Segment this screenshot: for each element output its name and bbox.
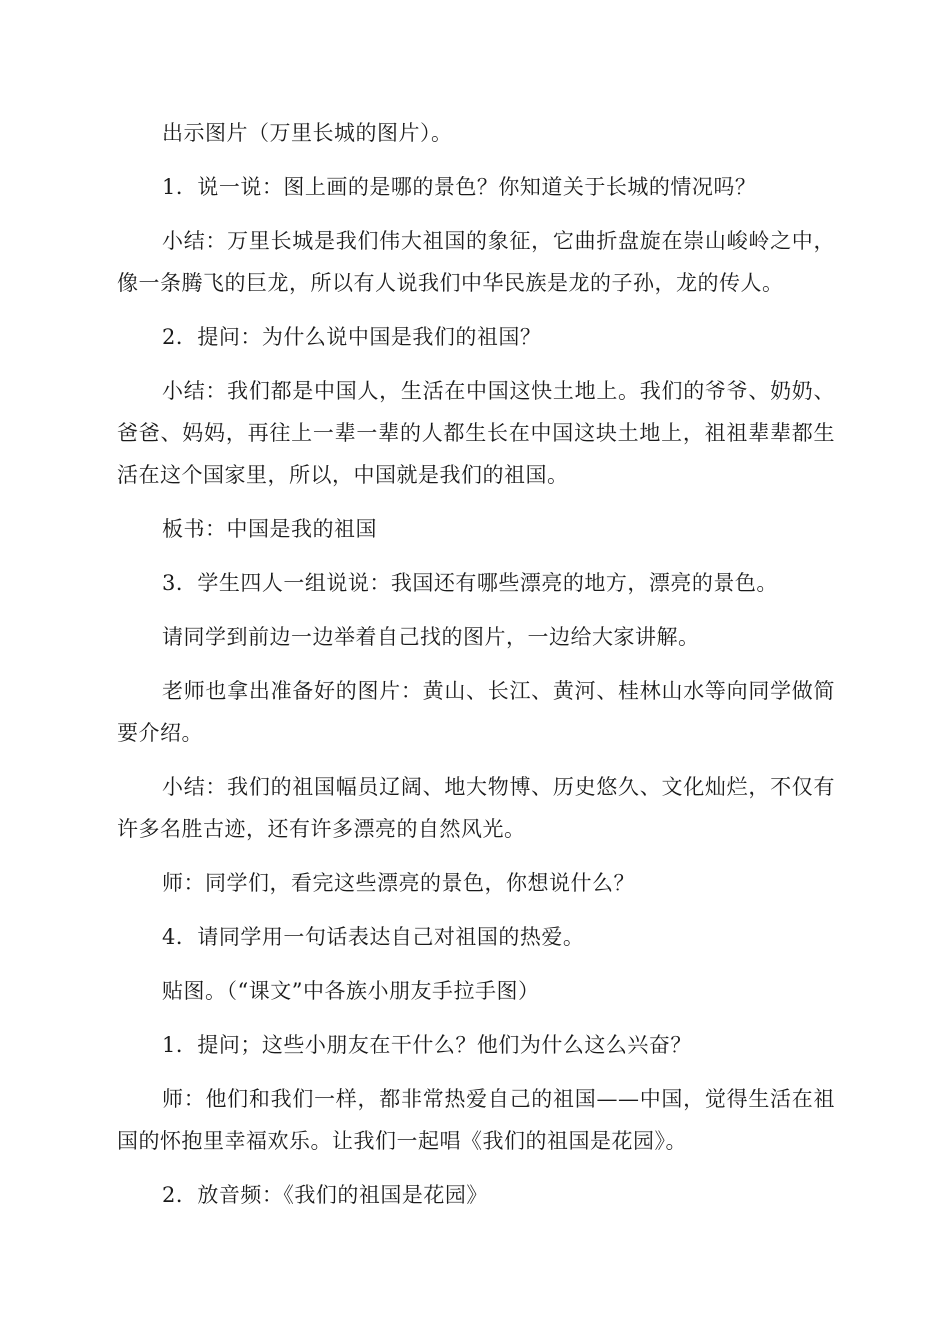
paragraph-summary-scenery: 小结：我们的祖国幅员辽阔、地大物博、历史悠久、文化灿烂，不仅有许多名胜古迹，还有许多漂亮的自然风光。 — [117, 775, 835, 841]
paragraph-play-audio: 2．放音频：《我们的祖国是花园》 — [162, 1183, 488, 1207]
paragraph-student-explain: 请同学到前边一边举着自己找的图片，一边给大家讲解。 — [162, 625, 700, 649]
paragraph-blackboard: 板书：中国是我的祖国 — [162, 517, 377, 541]
paragraph-question-4: 4．请同学用一句话表达自己对祖国的热爱。 — [162, 925, 585, 949]
paragraph-summary-motherland: 小结：我们都是中国人，生活在中国这快土地上。我们的爷爷、奶奶、爸爸、妈妈，再往上一辈一辈的人都生长在中国这块土地上，祖祖辈辈都生活在这个国家里，所以，中国就是我们的祖国。 — [117, 379, 835, 487]
paragraph-paste-picture: 贴图。（“课文”中各族小朋友手拉手图） — [162, 979, 540, 1003]
paragraph-teacher-sing: 师：他们和我们一样，都非常热爱自己的祖国——中国，觉得生活在祖国的怀抱里幸福欢乐。让我们一起唱《我们的祖国是花园》。 — [117, 1087, 835, 1153]
paragraph-teacher-pictures: 老师也拿出准备好的图片：黄山、长江、黄河、桂林山水等向同学做简要介绍。 — [117, 679, 835, 745]
paragraph-summary-great-wall: 小结：万里长城是我们伟大祖国的象征，它曲折盘旋在崇山峻岭之中，像一条腾飞的巨龙，所以有人说我们中华民族是龙的子孙，龙的传人。 — [117, 229, 835, 295]
paragraph-show-picture: 出示图片（万里长城的图片）。 — [162, 121, 453, 145]
paragraph-question-2: 2．提问：为什么说中国是我们的祖国？ — [162, 325, 542, 349]
paragraph-teacher-question: 师：同学们，看完这些漂亮的景色，你想说什么？ — [162, 871, 635, 895]
document-page — [117, 112, 835, 1228]
paragraph-question-children: 1．提问；这些小朋友在干什么？他们为什么这么兴奋？ — [162, 1033, 692, 1057]
paragraph-question-1: 1．说一说：图上画的是哪的景色？你知道关于长城的情况吗？ — [162, 175, 757, 199]
paragraph-question-3: 3．学生四人一组说说：我国还有哪些漂亮的地方，漂亮的景色。 — [162, 571, 778, 595]
